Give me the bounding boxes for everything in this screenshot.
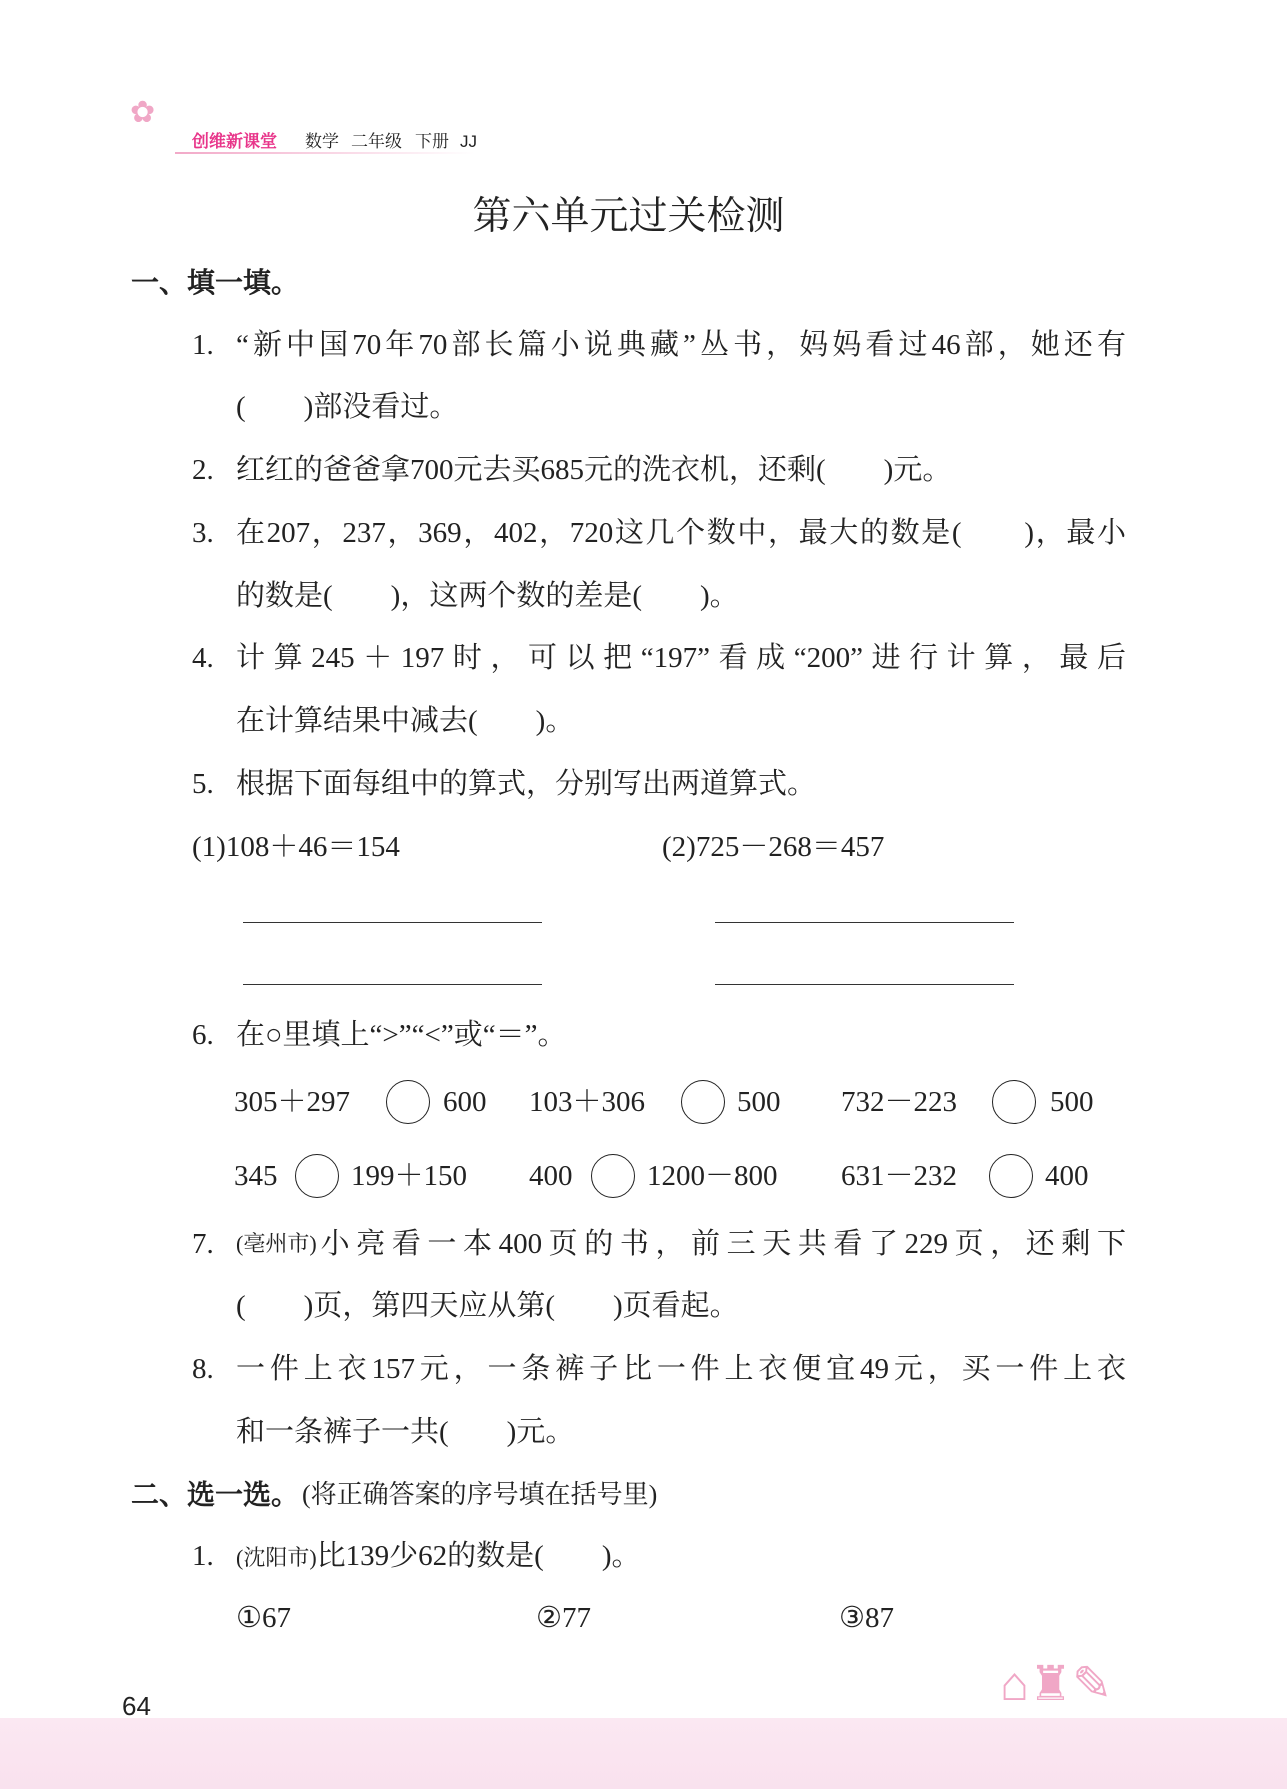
q1-line2: ( )部没看过。	[236, 391, 459, 423]
q4-number: 4.	[192, 642, 214, 674]
q6-line1: 在○里填上“>”“<”或“＝”。	[236, 1019, 567, 1051]
compare-circle[interactable]	[681, 1080, 725, 1124]
edition: JJ	[460, 132, 477, 151]
q7-line2: ( )页，第四天应从第( )页看起。	[236, 1290, 739, 1322]
q8-line2: 和一条裤子一共( )元。	[236, 1416, 575, 1448]
subject: 数学	[305, 132, 339, 151]
compare-right: 1200－800	[647, 1160, 778, 1192]
option-1[interactable]: ①67	[236, 1602, 291, 1634]
compare-left: 305＋297	[234, 1086, 351, 1118]
compare-circle[interactable]	[591, 1154, 635, 1198]
s2q1-line	[236, 1538, 640, 1576]
compare-left: 345	[234, 1160, 278, 1192]
answer-line[interactable]	[243, 984, 542, 985]
q3-number: 3.	[192, 517, 214, 549]
q1-line1: “新中国70年70部长篇小说典藏”丛书，妈妈看过46部，她还有	[236, 329, 1126, 361]
q3-line1: 在207，237，369，402，720这几个数中，最大的数是( )，最小	[236, 517, 1126, 549]
q5-number: 5.	[192, 768, 214, 800]
page-title: 第六单元过关检测	[472, 195, 785, 238]
compare-left: 400	[529, 1160, 573, 1192]
compare-right: 400	[1045, 1160, 1089, 1192]
page-number: 64	[122, 1691, 151, 1721]
q3-line2: 的数是( )，这两个数的差是( )。	[236, 580, 739, 612]
s2q1-number: 1.	[192, 1540, 214, 1572]
compare-right: 500	[737, 1086, 781, 1118]
compare-right: 199＋150	[351, 1160, 468, 1192]
compare-circle[interactable]	[992, 1080, 1036, 1124]
section1-heading: 一、填一填。	[131, 267, 300, 298]
castle-illustration-icon: ⌂♜✎	[1000, 1658, 1113, 1711]
volume: 下册	[415, 132, 449, 151]
grade: 二年级	[351, 132, 402, 151]
kids-illustration-icon: ✿	[130, 96, 156, 129]
q7-line1: 小亮看一本400页的书，前三天共看了229页，还剩下	[320, 1228, 1126, 1260]
compare-circle[interactable]	[295, 1154, 339, 1198]
q1-number: 1.	[192, 329, 214, 361]
answer-line[interactable]	[715, 922, 1014, 923]
s2q1-source-tag: (沈阳市)	[236, 1545, 317, 1570]
compare-circle[interactable]	[386, 1080, 430, 1124]
q4-line1: 计算245＋197时，可以把“197”看成“200”进行计算，最后	[236, 642, 1126, 674]
q8-line1: 一件上衣157元，一条裤子比一件上衣便宜49元，买一件上衣	[236, 1353, 1126, 1385]
q6-number: 6.	[192, 1019, 214, 1051]
section2-heading: 二、选一选。	[131, 1479, 300, 1510]
compare-right: 500	[1050, 1086, 1094, 1118]
q7-source-tag: (亳州市)	[236, 1231, 317, 1256]
footer-band	[0, 1718, 1287, 1789]
q8-number: 8.	[192, 1353, 214, 1385]
q5-part2: (2)725－268＝457	[662, 831, 885, 863]
q7-number: 7.	[192, 1228, 214, 1260]
option-2[interactable]: ②77	[536, 1602, 591, 1634]
compare-left: 732－223	[841, 1086, 958, 1118]
q7-line1-wrap	[236, 1226, 1126, 1262]
compare-right: 600	[443, 1086, 487, 1118]
compare-circle[interactable]	[989, 1154, 1033, 1198]
q5-line1: 根据下面每组中的算式，分别写出两道算式。	[236, 768, 817, 800]
answer-line[interactable]	[243, 922, 542, 923]
q2-number: 2.	[192, 454, 214, 486]
answer-line[interactable]	[715, 984, 1014, 985]
q2-line1: 红红的爸爸拿700元去买685元的洗衣机，还剩( )元。	[236, 454, 952, 486]
brand-name: 创维新课堂	[192, 132, 277, 151]
compare-left: 631－232	[841, 1160, 958, 1192]
q4-line2: 在计算结果中减去( )。	[236, 705, 575, 737]
section2-note: (将正确答案的序号填在括号里)	[302, 1480, 658, 1509]
compare-left: 103＋306	[529, 1086, 646, 1118]
s2q1-text: 比139少62的数是( )。	[316, 1540, 641, 1572]
option-3[interactable]: ③87	[839, 1602, 894, 1634]
q5-part1: (1)108＋46＝154	[192, 831, 400, 863]
